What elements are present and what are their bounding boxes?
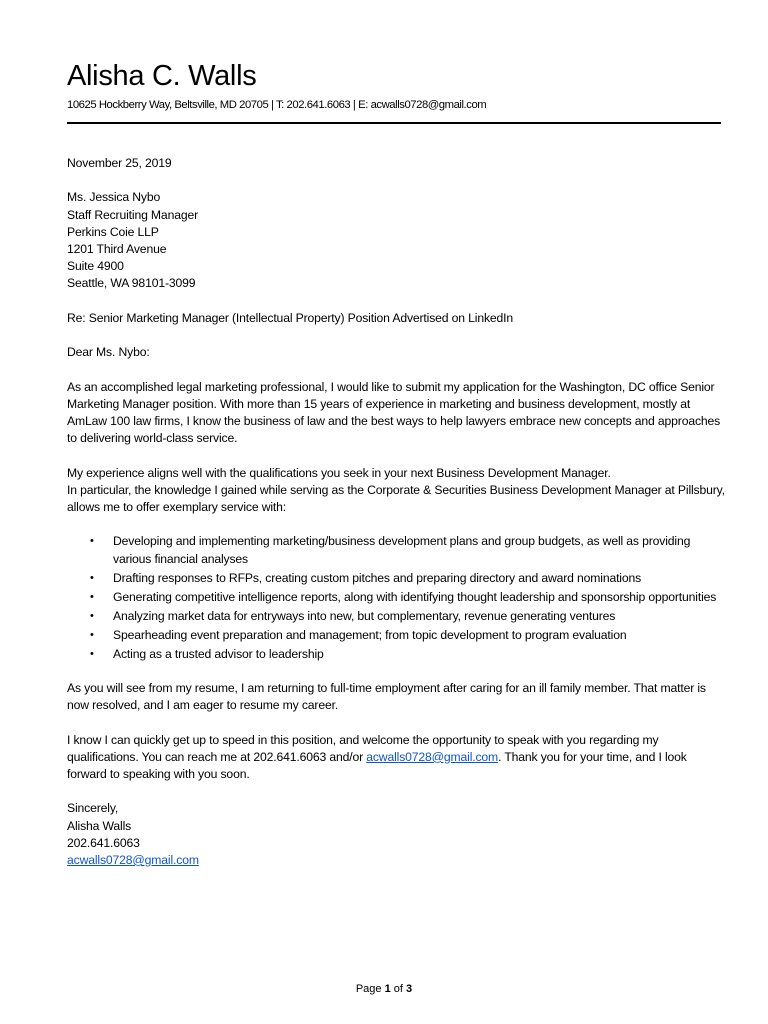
list-item-text: Analyzing market data for entryways into new, but complementary, revenue generating ventures [113, 608, 616, 623]
recipient-line: Staff Recruiting Manager [67, 207, 198, 222]
recipient-line: Suite 4900 [67, 259, 124, 274]
recipient-line: Perkins Coie LLP [67, 224, 159, 239]
recipient-block [67, 189, 727, 292]
signature-block [67, 800, 727, 869]
list-item [90, 627, 727, 644]
bullet-icon: • [90, 571, 94, 584]
closing: Sincerely, [67, 801, 119, 816]
signature-name: Alisha Walls [67, 818, 132, 833]
paragraph-contact [67, 732, 727, 784]
total-page-count: 3 [406, 983, 413, 995]
qualifications-list [67, 533, 727, 662]
list-item [90, 608, 727, 625]
list-item [90, 589, 727, 606]
page-of-label: of [393, 983, 403, 995]
header-divider [67, 122, 721, 124]
bullet-icon: • [90, 535, 94, 548]
signature-email-link[interactable]: acwalls0728@gmail.com [67, 852, 199, 867]
paragraph-experience [67, 465, 727, 517]
list-item [90, 570, 727, 587]
signature-phone: 202.641.6063 [67, 835, 140, 850]
subject-line: Re: Senior Marketing Manager (Intellectual Property) Position Advertised on LinkedIn [67, 310, 514, 325]
experience-line: In particular, the knowledge I gained while serving as the Corporate & Securities Business Development Manager at Pillsbury, allows me to offer exemplary service with: [67, 482, 725, 514]
list-item-text: Acting as a trusted advisor to leadership [113, 646, 324, 661]
salutation: Dear Ms. Nybo: [67, 345, 150, 360]
recipient-line: 1201 Third Avenue [67, 242, 167, 256]
recipient-line: Ms. Jessica Nybo [67, 190, 161, 205]
list-item-text: Developing and implementing marketing/business development plans and group budgets, as well as providing various financial analyses [113, 534, 691, 566]
contact-line: 10625 Hockberry Way, Beltsville, MD 20705 | T: 202.641.6063 | E: acwalls0728@gmail.com [67, 99, 487, 111]
page-label: Page [355, 983, 382, 995]
bullet-icon: • [90, 647, 94, 660]
list-item [90, 646, 727, 663]
applicant-name: Alisha C. Walls [67, 60, 257, 92]
email-link[interactable]: acwalls0728@gmail.com [366, 749, 499, 764]
list-item-text: Generating competitive intelligence reports, along with identifying thought leadership and sponsorship opportunities [113, 589, 717, 604]
contact-text: I know I can quickly get up to speed in this position, and welcome the opportunity to speak with you regarding my qualifications. You can reach me at 202.641.6063 and/or [67, 732, 659, 764]
letter-date: November 25, 2019 [67, 156, 172, 170]
page-footer [0, 983, 768, 995]
paragraph-resume: As you will see from my resume, I am returning to full-time employment after caring for an ill family member. That matter is now resolved, and I am eager to resume my career. [67, 680, 706, 713]
contact-text-end: . Thank you for your time, and I look forward to speaking with you soon. [67, 749, 687, 781]
bullet-icon: • [90, 628, 94, 641]
bullet-icon: • [90, 590, 94, 603]
list-item-text: Spearheading event preparation and management; from topic development to program evaluation [113, 627, 627, 642]
recipient-line: Seattle, WA 98101-3099 [67, 276, 196, 291]
letter-body [67, 155, 727, 886]
experience-line: My experience aligns well with the qualifications you seek in your next Business Development Manager. [67, 465, 611, 480]
paragraph-intro: As an accomplished legal marketing professional, I would like to submit my application for the Washington, DC office Senior Marketing Manager position. With more than 15 years of experience in marketing and business development, mostly at AmLaw 100 law firms, I know the business of law and the best ways to help lawyers embrace new concepts and approaches to delivering world-class service. [67, 379, 721, 446]
list-item [90, 533, 727, 567]
list-item-text: Drafting responses to RFPs, creating custom pitches and preparing directory and award nominations [113, 570, 642, 585]
current-page-number: 1 [384, 983, 391, 995]
bullet-icon: • [90, 609, 94, 622]
